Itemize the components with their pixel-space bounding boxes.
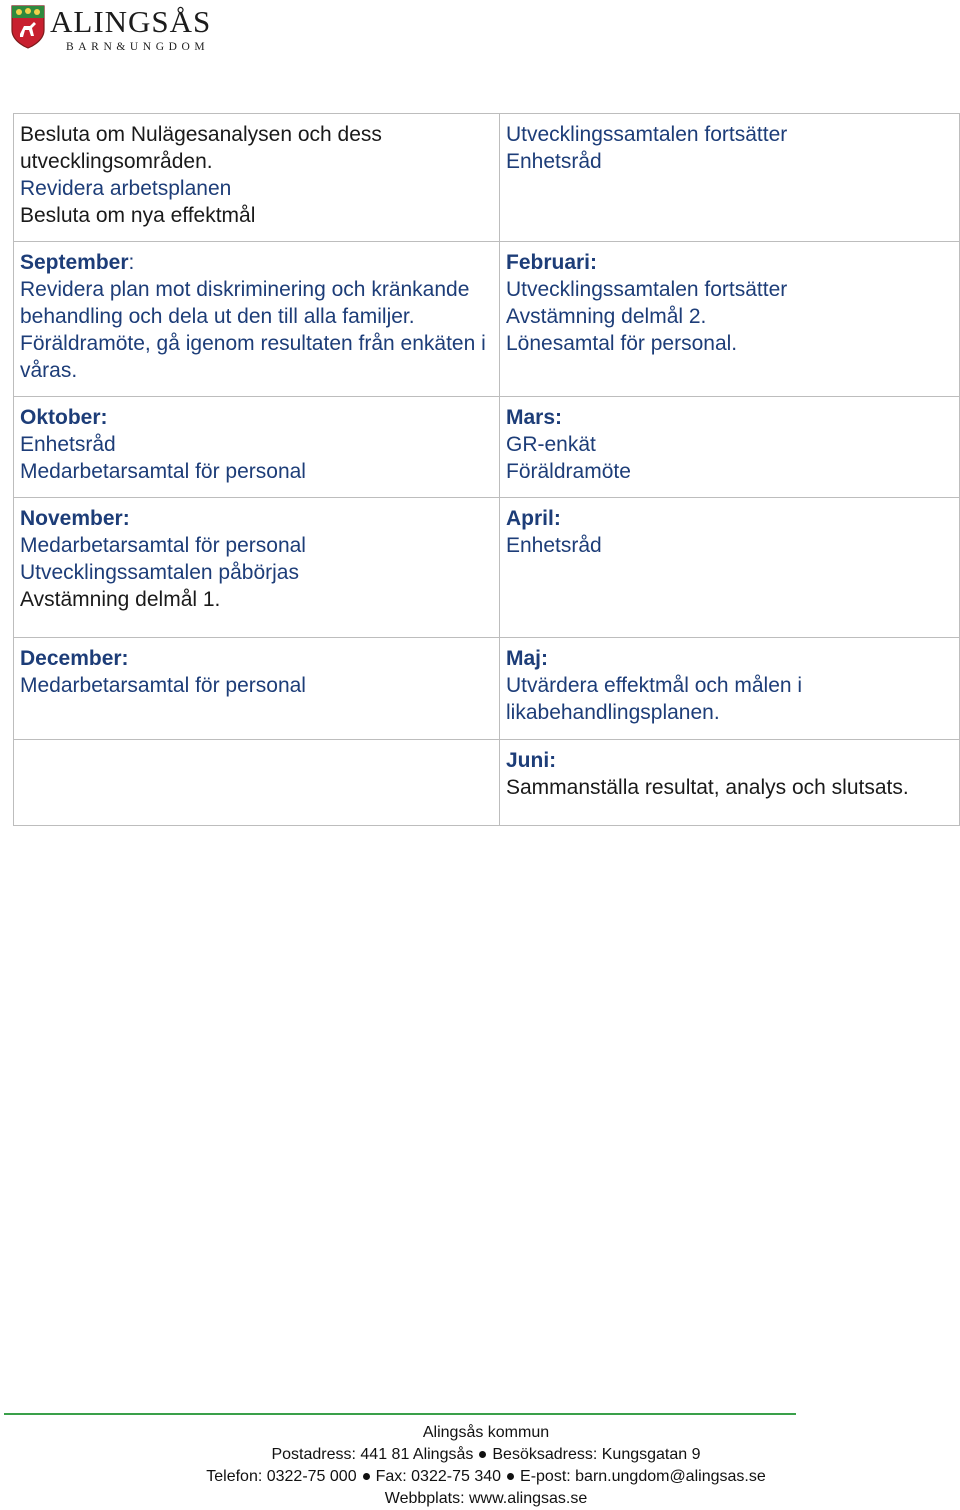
table-cell [14, 498, 500, 638]
bullet-icon [479, 1451, 486, 1458]
footer-contact-row [0, 1466, 960, 1488]
cell-line: Enhetsråd [506, 534, 602, 557]
footer-visit: Besöksadress: Kungsgatan 9 [492, 1446, 701, 1463]
alingsas-logo [10, 4, 240, 56]
page-footer [0, 1422, 960, 1510]
table-cell [14, 242, 500, 397]
table-row [14, 498, 960, 638]
cell-line: Medarbetarsamtal för personal [20, 460, 306, 483]
cell-line: Lönesamtal för personal. [506, 332, 738, 355]
table-row [14, 242, 960, 397]
cell-line: Utvecklingssamtalen påbörjas [20, 561, 299, 584]
table-cell [500, 740, 960, 826]
table-cell [500, 114, 960, 242]
footer-address-row [0, 1444, 960, 1466]
logo-subtitle: BARN&UNGDOM [66, 41, 210, 53]
cell-line: Utvärdera effektmål och målen i likabehandlingsplanen. [506, 674, 803, 724]
cell-line: Besluta om Nulägesanalysen och dess utvecklingsområden. [20, 123, 382, 173]
footer-phone: Telefon: 0322-75 000 [206, 1468, 357, 1485]
table-row [14, 638, 960, 740]
activity-plan-table [13, 113, 960, 826]
table-cell [500, 638, 960, 740]
bullet-icon [363, 1473, 370, 1480]
cell-line: Revidera plan mot diskriminering och kränkande behandling och dela ut den till alla familjer. [20, 278, 470, 328]
cell-line: Besluta om nya effektmål [20, 204, 256, 227]
cell-line: GR-enkät [506, 433, 596, 456]
table-cell [14, 740, 500, 826]
table-row [14, 397, 960, 498]
cell-line: Avstämning delmål 2. [506, 305, 707, 328]
bullet-icon [507, 1473, 514, 1480]
cell-line: Enhetsråd [20, 433, 116, 456]
month-heading: Oktober: [20, 406, 108, 429]
footer-postal: Postadress: 441 81 Alingsås [271, 1446, 474, 1463]
cell-line: Avstämning delmål 1. [20, 588, 221, 611]
footer-org: Alingsås kommun [422, 1424, 550, 1441]
cell-line: Medarbetarsamtal för personal [20, 674, 306, 697]
coat-of-arms-icon [10, 4, 46, 50]
table-cell [14, 114, 500, 242]
footer-divider [4, 1413, 796, 1415]
month-heading: September: [20, 251, 135, 274]
footer-email-link[interactable]: E-post: barn.ungdom@alingsas.se [520, 1468, 766, 1485]
month-heading: April: [506, 507, 561, 530]
month-heading: Februari: [506, 251, 598, 274]
footer-website-link[interactable]: Webbplats: www.alingsas.se [384, 1490, 588, 1507]
cell-line: Sammanställa resultat, analys och slutsats. [506, 776, 909, 799]
footer-fax: Fax: 0322-75 340 [375, 1468, 502, 1485]
cell-line: Föräldramöte [506, 460, 631, 483]
month-heading: Juni: [506, 749, 557, 772]
table-cell [500, 397, 960, 498]
table-cell [500, 498, 960, 638]
table-cell [14, 638, 500, 740]
month-heading: Mars: [506, 406, 563, 429]
table-cell [14, 397, 500, 498]
cell-line: Föräldramöte, gå igenom resultaten från enkäten i våras. [20, 332, 486, 382]
logo-wordmark: ALINGSÅS [50, 4, 212, 39]
table-row [14, 740, 960, 826]
cell-line: Utvecklingssamtalen fortsätter [506, 278, 788, 301]
cell-line: Revidera arbetsplanen [20, 177, 232, 200]
month-heading: November: [20, 507, 130, 530]
cell-line: Utvecklingssamtalen fortsätter [506, 123, 788, 146]
month-heading: December: [20, 647, 129, 670]
cell-line: Medarbetarsamtal för personal [20, 534, 306, 557]
table-row [14, 114, 960, 242]
cell-line: Enhetsråd [506, 150, 602, 173]
table-cell [500, 242, 960, 397]
month-heading: Maj: [506, 647, 548, 670]
